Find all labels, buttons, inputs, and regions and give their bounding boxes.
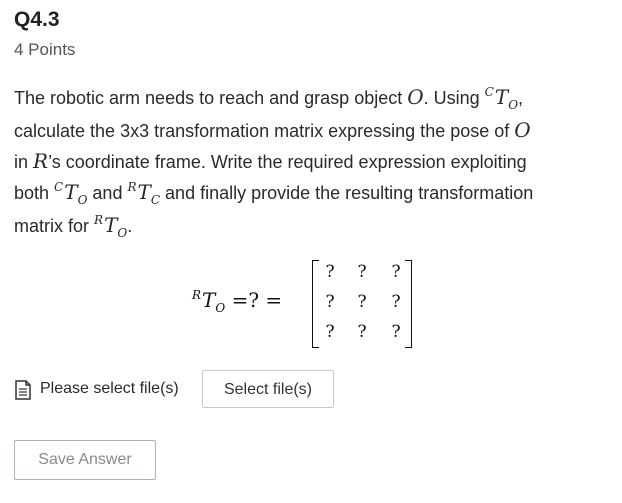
transformation-equation [192,258,432,350]
text-period: . [127,216,133,236]
text-line4a: both [14,183,55,203]
text-and: and [87,183,128,203]
save-answer-button[interactable]: Save Answer [14,440,156,480]
math-sup-c-2: C [54,180,64,194]
math-t-3: T [137,180,151,204]
math-sub-c: C [150,193,161,207]
math-sup-r-2: R [94,213,104,227]
math-t-4: T [104,213,118,237]
matrix-cell: ? [391,262,401,282]
file-upload-row [14,370,354,410]
matrix-left-bracket [312,260,319,348]
matrix-cell: ? [357,292,367,312]
result-matrix [312,260,412,348]
eq-sup-r: R [192,288,202,302]
text-line3a: in [14,152,34,172]
text-comma: , [518,88,524,108]
matrix-cell: ? [325,292,335,312]
question-points: 4 Points [14,40,76,59]
matrix-right-bracket [405,260,412,348]
math-sup-r: R [127,180,137,194]
text-line2a: calculate the 3x3 transformation matrix expressing the pose of [14,121,515,141]
equation-lhs [192,288,283,315]
matrix-cell: ? [325,262,335,282]
math-sup-c: C [484,85,494,99]
eq-equals: =? = [225,288,283,312]
matrix-cell: ? [325,322,335,342]
text-line3b: ’s coordinate frame. Write the required expression exploiting [48,152,527,172]
question-title: Q4.3 [14,8,60,31]
matrix-cell: ? [391,292,401,312]
math-object-o-2: O [514,118,531,142]
select-files-button[interactable]: Select file(s) [202,370,334,408]
math-sub-o: O [508,98,519,112]
math-t: T [494,85,509,109]
math-object-o: O [407,85,424,109]
matrix-cell: ? [357,322,367,342]
text-line5a: matrix for [14,216,95,236]
upload-label: Please select file(s) [40,380,179,397]
matrix-cell: ? [391,322,401,342]
math-robot-r: R [33,149,49,173]
math-sub-o-3: O [117,226,128,240]
text-line1b: . Using [423,88,485,108]
file-icon [14,380,32,400]
math-sub-o-2: O [77,193,88,207]
matrix-cell: ? [357,262,367,282]
text-line4b: and finally provide the resulting transformation [160,183,534,203]
math-t-2: T [64,180,78,204]
eq-t: T [202,288,216,312]
text-line1a: The robotic arm needs to reach and grasp object [14,88,408,108]
eq-sub-o: O [215,301,226,315]
question-text [14,82,614,243]
